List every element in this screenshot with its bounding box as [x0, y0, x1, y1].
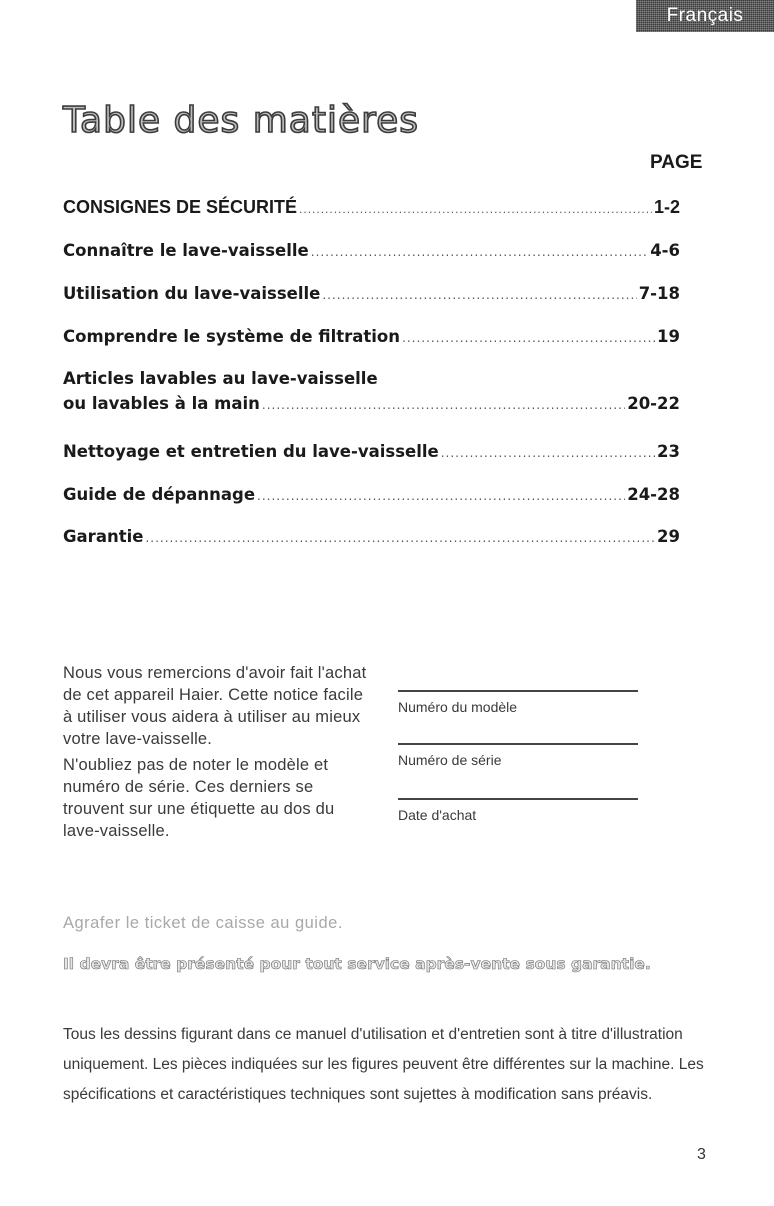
toc-entry-title-line1: Articles lavables au lave-vaisselle	[63, 369, 378, 388]
toc-entry-page: 29	[657, 527, 680, 546]
toc-entry-page: 1-2	[653, 197, 680, 217]
toc-entry-page: 20-22	[627, 394, 680, 413]
intro-paragraph: Nous vous remercions d'avoir fait l'achat de cet appareil Haier. Cette notice facile à utiliser vous aidera à utiliser au mieux votre lave-vaisselle.	[63, 664, 367, 748]
toc-leader	[257, 485, 625, 507]
toc-entry-using-dishwasher[interactable]	[63, 283, 680, 305]
intro-text	[63, 662, 373, 842]
toc-entry-title: Garantie	[63, 527, 144, 546]
toc-entry-title: CONSIGNES DE SÉCURITÉ	[63, 197, 298, 217]
purchase-date-field: Date d'achat	[398, 798, 638, 823]
toc-entry-title: Guide de dépannage	[63, 485, 256, 504]
toc-leader	[402, 327, 655, 349]
toc-entry-title: Connaître le lave-vaisselle	[63, 241, 309, 260]
toc-entry-page: 23	[657, 442, 680, 461]
page-number: 3	[697, 1146, 706, 1163]
toc-entry-safety[interactable]	[63, 196, 680, 218]
toc-entry-title: Utilisation du lave-vaisselle	[63, 284, 321, 303]
toc-leader	[262, 394, 625, 416]
language-tab: Français	[636, 0, 774, 32]
model-number-field: Numéro du modèle	[398, 690, 638, 715]
toc-leader	[441, 442, 655, 464]
serial-number-field: Numéro de série	[398, 743, 638, 768]
toc-entry-page: 19	[657, 327, 680, 346]
toc-entry-filtration[interactable]	[63, 326, 680, 348]
toc-entry-cleaning[interactable]	[63, 441, 680, 463]
intro-paragraph: N'oubliez pas de noter le modèle et numéro de série. Ces derniers se trouvent sur une étiquette au dos du lave-vaisselle.	[63, 756, 335, 840]
warranty-note: Il devra être présenté pour tout service après-vente sous garantie.	[63, 955, 651, 973]
toc-entry-warranty[interactable]	[63, 526, 680, 548]
toc-entry-troubleshooting[interactable]	[63, 484, 680, 506]
toc-entry-page: 4-6	[650, 241, 680, 260]
toc-leader	[311, 241, 648, 263]
toc-leader	[145, 527, 655, 549]
toc-entry-page: 24-28	[627, 485, 680, 504]
toc-entry-washable-items[interactable]	[63, 368, 680, 415]
page-title: Table des matières	[63, 100, 420, 141]
toc-entry-title: Comprendre le système de filtration	[63, 327, 401, 346]
toc-entry-know-dishwasher[interactable]	[63, 240, 680, 262]
receipt-note: Agrafer le ticket de caisse au guide.	[63, 914, 343, 932]
disclaimer: Tous les dessins figurant dans ce manuel d'utilisation et d'entretien sont à titre d'illustration uniquement. Les pièces indiquées sur les figures peuvent être différentes sur la machine. Les spécifications et caractéristiques techniques sont sujettes à modification sans préavis.	[63, 1026, 704, 1103]
toc-entry-page: 7-18	[638, 284, 680, 303]
toc-entry-title: Nettoyage et entretien du lave-vaisselle	[63, 442, 439, 461]
toc-leader	[299, 198, 652, 220]
toc-entry-title: ou lavables à la main	[63, 394, 260, 413]
toc-page-header: PAGE	[650, 152, 703, 173]
toc-leader	[322, 284, 636, 306]
toc-entry-title-line2-row	[63, 393, 680, 415]
